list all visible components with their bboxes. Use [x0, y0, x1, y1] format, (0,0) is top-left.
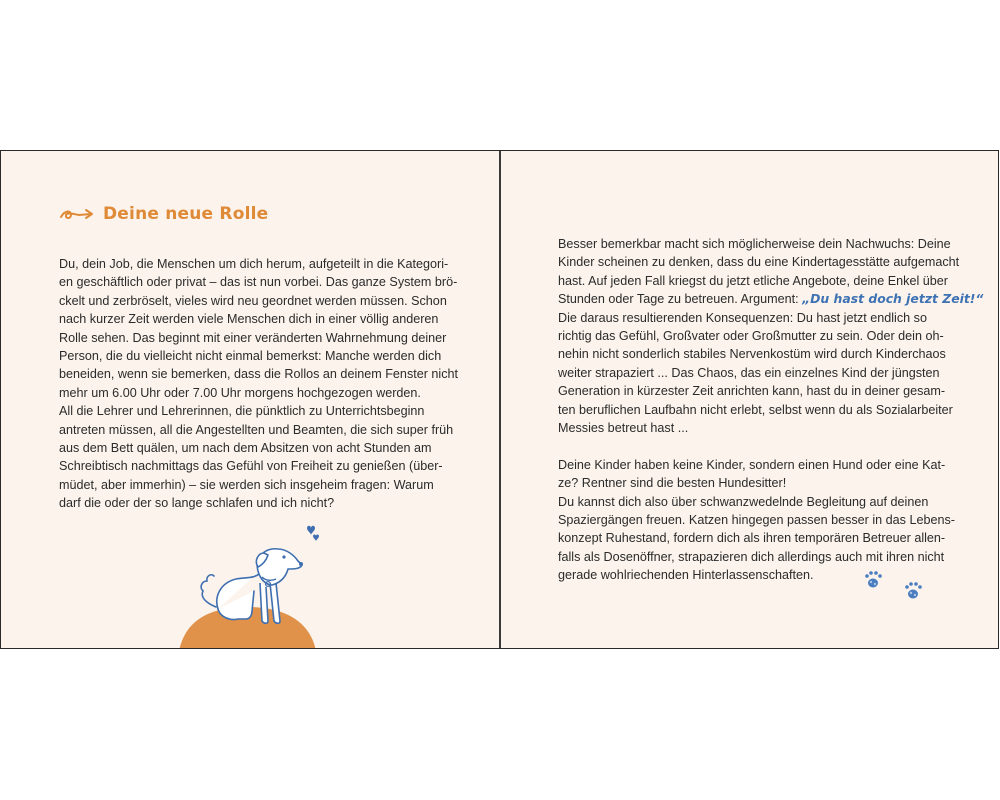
paw-prints-icon: [861, 569, 931, 604]
text-line: Die daraus resultierenden Konsequenzen: Du hast jetzt endlich so: [558, 310, 927, 325]
text-line: nach kurzer Zeit werden viele Menschen dich in einer völlig anderen: [59, 312, 439, 327]
book-spread: [0, 150, 999, 649]
text-line: Schreibtisch nachmittags das Gefühl von Freiheit zu genießen (über-: [59, 459, 443, 474]
text-line: antreten müssen, all die Angestellten und Beamten, die sich super früh: [59, 422, 454, 437]
text-line: richtig das Gefühl, Großvater oder Großmutter zu sein. Oder dein oh-: [558, 329, 944, 344]
text-line: Kinder scheinen zu denken, dass du eine Kindertagesstätte aufgemacht: [558, 255, 960, 270]
dog-on-hill-illustration: [176, 521, 321, 649]
text-line: gerade wohlriechenden Hinterlassenschaften.: [558, 568, 814, 583]
text-line: Person, die du vielleicht nicht einmal bemerkst: Manche werden dich: [59, 349, 442, 364]
text-line: falls als Dosenöffner, strapazieren dich allerdings auch mit ihren nicht: [558, 549, 945, 564]
left-page: [1, 151, 499, 648]
text-line: Du kannst dich also über schwanzwedelnde Begleitung auf deinen: [558, 494, 929, 509]
text-line: konzept Ruhestand, fordern dich als ihren temporären Betreuer allen-: [558, 531, 946, 546]
quote-line-prefix: Stunden oder Tage zu betreuen. Argument:: [558, 292, 803, 307]
paragraph-gap: [558, 437, 958, 455]
section-heading: [59, 204, 268, 224]
text-line: beneiden, wenn sie bemerken, dass die Rollos an deinem Fenster nicht: [59, 367, 459, 382]
text-line: Deine Kinder haben keine Kinder, sondern einen Hund oder eine Kat-: [558, 457, 946, 472]
text-line: Messies betreut hast ...: [558, 421, 689, 436]
text-line: Spaziergängen freuen. Katzen hingegen passen besser in das Lebens-: [558, 513, 955, 528]
highlighted-quote: „Du hast doch jetzt Zeit!“: [802, 291, 984, 307]
left-body-text: [59, 255, 459, 513]
text-line: Besser bemerkbar macht sich möglicherweise dein Nachwuchs: Deine: [558, 237, 951, 251]
text-line: Du, dein Job, die Menschen um dich herum, aufgeteilt in die Kategori-: [59, 257, 449, 271]
text-line: mehr um 6.00 Uhr oder 7.00 Uhr morgens hochgezogen werden.: [59, 385, 421, 400]
text-line: weiter strapaziert ... Das Chaos, das ein einzelnes Kind der jüngsten: [558, 365, 940, 380]
text-line: Generation in kürzester Zeit anrichten kann, hast du in deiner gesam-: [558, 384, 946, 399]
text-line-with-quote: [558, 290, 984, 308]
text-line: hast. Auf jeden Fall kriegst du jetzt etliche Angebote, deine Enkel über: [558, 273, 948, 288]
text-line: en geschäftlich oder privat – das ist nun vorbei. Das ganze System brö-: [59, 275, 458, 290]
text-line: Rolle sehen. Das beginnt mit einer veränderten Wahrnehmung deiner: [59, 330, 447, 345]
text-line: aus dem Bett quälen, um nach dem Absitzen von acht Stunden am: [59, 441, 432, 456]
text-line: All die Lehrer und Lehrerinnen, die pünktlich zu Unterrichtsbeginn: [59, 404, 425, 419]
text-line: ckelt und zerbröselt, vieles wird neu geordnet werden müssen. Schon: [59, 293, 447, 308]
right-page: [501, 151, 999, 648]
right-body-text: [558, 235, 984, 585]
page-title: Deine neue Rolle: [103, 204, 269, 224]
text-line: müdet, aber immerhin) – sie werden sich insgeheim fragen: Warum: [59, 477, 434, 492]
text-line: ten beruflichen Laufbahn nicht erlebt, selbst wenn du als Sozialarbeiter: [558, 402, 953, 417]
text-line: ze? Rentner sind die besten Hundesitter!: [558, 476, 787, 491]
text-line: darf die oder der so lange schlafen und ich nicht?: [59, 496, 335, 511]
text-line: nehin nicht sonderlich stabiles Nervenkostüm wird durch Kinderchaos: [558, 347, 946, 362]
swirl-arrow-icon: [59, 206, 95, 222]
